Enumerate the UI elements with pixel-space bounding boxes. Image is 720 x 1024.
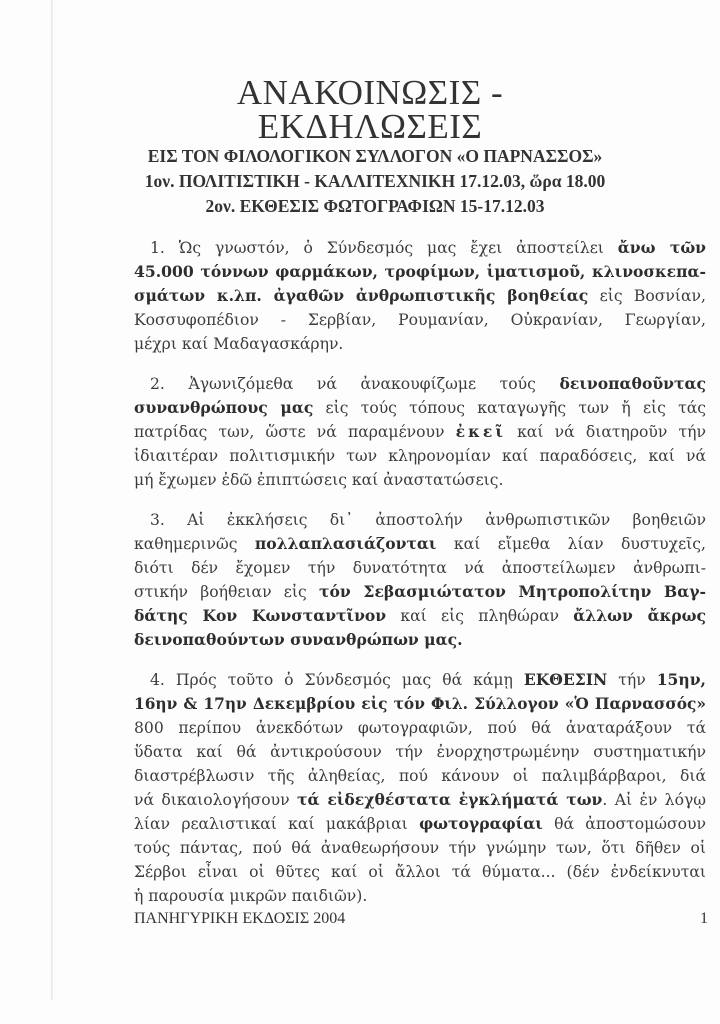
- text-line: [134, 605, 706, 627]
- bold-run: δεινοπαθούντων συνανθρώπων μας.: [134, 630, 463, 649]
- text-run: καί εἴμεθα λίαν δυστυχεῖς,: [436, 535, 706, 553]
- text-run: ἰδιαιτέραν πολιτισμικήν των κληρονομίαν καί παραδόσεις, καί νά: [134, 447, 706, 465]
- text-line: [134, 581, 706, 603]
- bold-run: πολλαπλασιάζονται: [254, 534, 437, 553]
- text-line: [134, 285, 706, 307]
- text-run: ἡ παρουσία μικρῶν παιδιῶν).: [134, 887, 368, 905]
- text-run: πατρίδας των, ὥστε νά παραμένουν: [134, 423, 456, 441]
- text-line: [134, 445, 706, 467]
- text-line: [134, 557, 706, 579]
- text-line: [150, 237, 706, 259]
- text-line: [134, 397, 706, 419]
- text-line: [134, 741, 706, 763]
- text-run: 2. Ἀγωνιζόμεθα νά ἀνακουφίζωμε τούς: [150, 375, 560, 393]
- bold-run: τά εἰδεχθέστατα ἐγκλήματά των: [296, 790, 603, 809]
- text-run: καί νά διατηροῦν τήν: [505, 423, 706, 441]
- bold-run: ΕΚΘΕΣΙΝ: [523, 670, 608, 689]
- text-line: [134, 421, 706, 443]
- bold-run: δάτης Κον Κωνσταντῖνον: [134, 606, 387, 625]
- bold-run: 16ην & 17ην Δεκεμβρίου εἰς τόν Φιλ. Σύλλογον «Ὁ Παρνασσός»: [134, 695, 706, 713]
- page-title-line1: ΑΝΑΚΟΙΝΩΣΙΣ -: [236, 73, 504, 112]
- text-line: [150, 373, 706, 395]
- text-run: 800 περίπου ἀνεκδότων φωτογραφιῶν, πού θά ἀναταράξουν τά: [134, 719, 706, 737]
- text-line: [134, 861, 706, 883]
- text-line: [134, 717, 706, 739]
- text-run: διαστρέβλωσιν τῆς ἀληθείας, πού κάνουν οἱ παλιμβάρβαροι, διά: [134, 767, 706, 785]
- text-run: τήν: [607, 671, 657, 689]
- bold-run: δεινοπαθοῦντας: [559, 374, 706, 393]
- text-run: καί εἰς πληθώραν: [386, 607, 574, 625]
- text-line: [134, 533, 706, 555]
- text-run: μή ἔχωμεν ἐδῶ ἐπιπτώσεις καί ἀναστατώσεις.: [134, 471, 504, 489]
- text-run: εἰς τούς τόπους καταγωγῆς των ἤ εἰς τάς: [313, 399, 706, 417]
- bold-run: ἄνω τῶν: [617, 238, 706, 257]
- text-run: ὕδατα καί θά ἀντικρούσουν τήν ἐνορχηστρωμένην συστηματικήν: [134, 743, 706, 761]
- text-run: καθημερινῶς: [134, 535, 255, 553]
- edition-label: ΠΑΝΗΓΥΡΙΚΗ ΕΚΔΟΣΙΣ 2004: [134, 910, 346, 927]
- page-footer: [134, 910, 708, 928]
- text-line: [134, 789, 706, 811]
- bold-run: φωτογραφίαι: [419, 814, 543, 833]
- text-line: [134, 765, 706, 787]
- text-run: στικήν βοήθειαν εἰς: [134, 583, 319, 601]
- bold-run: 15ην,: [656, 670, 706, 689]
- text-run: λίαν ρεαλιστικαί καί μακάβριαι: [134, 815, 420, 833]
- subtitle-event-1: 1ον. ΠΟΛΙΤΙΣΤΙΚΗ - ΚΑΛΛΙΤΕΧΝΙΚΗ 17.12.03, ὥρα 18.00: [144, 171, 606, 191]
- text-line: [150, 509, 706, 531]
- text-run: τούς πάντας, πού θά ἀναθεωρήσουν τήν γνώμην των, ὅτι δῆθεν οἱ: [134, 839, 706, 857]
- text-line: [150, 669, 706, 691]
- text-line: [134, 333, 706, 355]
- bold-run: ἐκεῖ: [455, 422, 506, 441]
- text-line: [134, 629, 706, 651]
- text-line: [134, 885, 706, 907]
- subtitle-event-2: 2ον. ΕΚΘΕΣΙΣ ΦΩΤΟΓΡΑΦΙΩΝ 15-17.12.03: [205, 196, 545, 216]
- text-line: [134, 837, 706, 859]
- page-title-line2: ΕΚΔΗΛΩΣΕΙΣ: [257, 107, 483, 146]
- text-line: [134, 813, 706, 835]
- text-line: [134, 693, 706, 715]
- text-run: νά δικαιολογήσουν: [134, 791, 297, 809]
- text-run: Σέρβοι εἶναι οἱ θῦτες καί οἱ ἄλλοι τά θύματα... (δέν ἐνδείκνυται: [134, 863, 706, 881]
- bold-run: σμάτων κ.λπ. ἀγαθῶν ἀνθρωπιστικῆς βοηθείας: [134, 286, 589, 305]
- text-line: [134, 469, 706, 491]
- bold-run: συνανθρώπους μας: [134, 398, 314, 417]
- text-run: . Αἱ ἐν λόγῳ: [602, 791, 706, 809]
- text-run: 1. Ὡς γνωστόν, ὁ Σύνδεσμός μας ἔχει ἀποστείλει: [150, 239, 618, 257]
- bold-run: 45.000 τόννων φαρμάκων, τροφίμων, ἱματισμοῦ, κλινοσκεπα-: [134, 262, 706, 281]
- text-run: 3. Αἱ ἐκκλήσεις δι᾿ ἀποστολήν ἀνθρωπιστικῶν βοηθειῶν: [150, 511, 706, 529]
- text-run: Κοσσυφοπέδιον - Σερβίαν, Ρουμανίαν, Οὐκρανίαν, Γεωργίαν,: [134, 311, 706, 329]
- text-run: 4. Πρός τοῦτο ὁ Σύνδεσμός μας θά κάμῃ: [150, 671, 524, 689]
- bold-run: ἄλλων ἄκρως: [573, 606, 706, 625]
- subtitle-venue: ΕΙΣ ΤΟΝ ΦΙΛΟΛΟΓΙΚΟΝ ΣΥΛΛΟΓΟΝ «Ο ΠΑΡΝΑΣΣΟΣ»: [147, 146, 603, 166]
- text-run: διότι δέν ἔχομεν τήν δυνατότητα νά ἀποστείλωμεν ἀνθρωπι-: [134, 559, 706, 577]
- text-run: θά ἀποστομώσουν: [542, 815, 706, 833]
- text-line: [134, 261, 706, 283]
- text-run: εἰς Βοσνίαν,: [588, 287, 706, 305]
- page-number: 1: [700, 910, 708, 927]
- text-run: μέχρι καί Μαδαγασκάρην.: [134, 335, 344, 353]
- text-line: [134, 309, 706, 331]
- bold-run: τόν Σεβασμιώτατον Μητροπολίτην Βαγ-: [318, 582, 706, 601]
